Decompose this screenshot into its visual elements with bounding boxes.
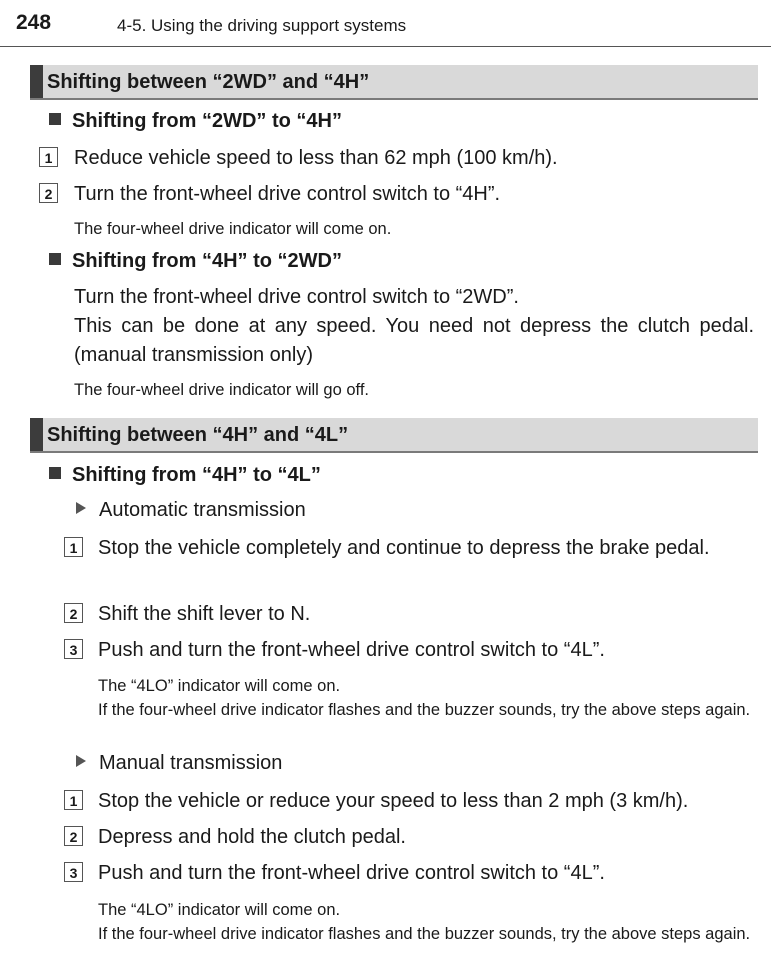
subheading-4h-to-4l xyxy=(49,464,321,487)
step-number-badge: 1 xyxy=(64,790,83,810)
step-number-badge: 2 xyxy=(64,826,83,846)
subheading-text: Shifting from “4H” to “2WD” xyxy=(72,250,342,272)
step-number-badge: 3 xyxy=(64,862,83,882)
step-text: Reduce vehicle speed to less than 62 mph (100 km/h). xyxy=(74,147,558,169)
step-number-badge: 2 xyxy=(64,603,83,623)
note-text: The four-wheel drive indicator will go off. xyxy=(74,381,370,399)
triangle-bullet-icon xyxy=(76,755,86,767)
subheading-4h-to-2wd xyxy=(49,250,342,273)
note-text: The “4LO” indicator will come on. xyxy=(98,901,341,919)
note-text: If the four-wheel drive indicator flashes and the buzzer sounds, try the above steps again. xyxy=(98,701,751,719)
section-heading-text: Shifting between “4H” and “4L” xyxy=(47,424,349,446)
step-text: Push and turn the front-wheel drive control switch to “4L”. xyxy=(98,862,605,884)
step-number-badge: 3 xyxy=(64,639,83,659)
automatic-transmission-label xyxy=(76,499,306,522)
subheading-text: Shifting from “4H” to “4L” xyxy=(72,464,321,486)
label-text: Manual transmission xyxy=(99,752,283,774)
section-heading-bar xyxy=(30,418,43,451)
note-text: If the four-wheel drive indicator flashes and the buzzer sounds, try the above steps again. xyxy=(98,925,751,943)
section-heading-bar xyxy=(30,65,43,98)
step-text: Stop the vehicle completely and continue to depress the brake pedal. xyxy=(98,537,710,559)
triangle-bullet-icon xyxy=(76,502,86,514)
page-header xyxy=(0,0,771,47)
step-text: Turn the front-wheel drive control switch to “4H”. xyxy=(74,183,501,205)
square-bullet-icon xyxy=(49,467,61,479)
step-text: Push and turn the front-wheel drive control switch to “4L”. xyxy=(98,639,605,661)
square-bullet-icon xyxy=(49,253,61,265)
square-bullet-icon xyxy=(49,113,61,125)
page-number: 248 xyxy=(16,11,52,34)
note-text: The four-wheel drive indicator will come on. xyxy=(74,220,392,238)
step-number-badge: 1 xyxy=(39,147,58,167)
subheading-2wd-to-4h xyxy=(49,110,342,133)
label-text: Automatic transmission xyxy=(99,499,306,521)
step-number-badge: 2 xyxy=(39,183,58,203)
subheading-text: Shifting from “2WD” to “4H” xyxy=(72,110,342,132)
section-heading-4h-4l xyxy=(30,418,758,453)
header-divider xyxy=(0,46,771,47)
step-text: Depress and hold the clutch pedal. xyxy=(98,826,406,848)
section-heading-text: Shifting between “2WD” and “4H” xyxy=(47,71,370,93)
step-number-badge: 1 xyxy=(64,537,83,557)
step-text: Stop the vehicle or reduce your speed to less than 2 mph (3 km/h). xyxy=(98,790,689,812)
body-text: Turn the front-wheel drive control switch to “2WD”. xyxy=(74,286,519,308)
chapter-title: 4-5. Using the driving support systems xyxy=(117,16,407,35)
manual-transmission-label xyxy=(76,752,282,775)
body-text: This can be done at any speed. You need not depress the clutch pedal. (manual transmission only) xyxy=(74,315,754,366)
step-text: Shift the shift lever to N. xyxy=(98,603,311,625)
note-text: The “4LO” indicator will come on. xyxy=(98,677,341,695)
section-heading-2wd-4h xyxy=(30,65,758,100)
